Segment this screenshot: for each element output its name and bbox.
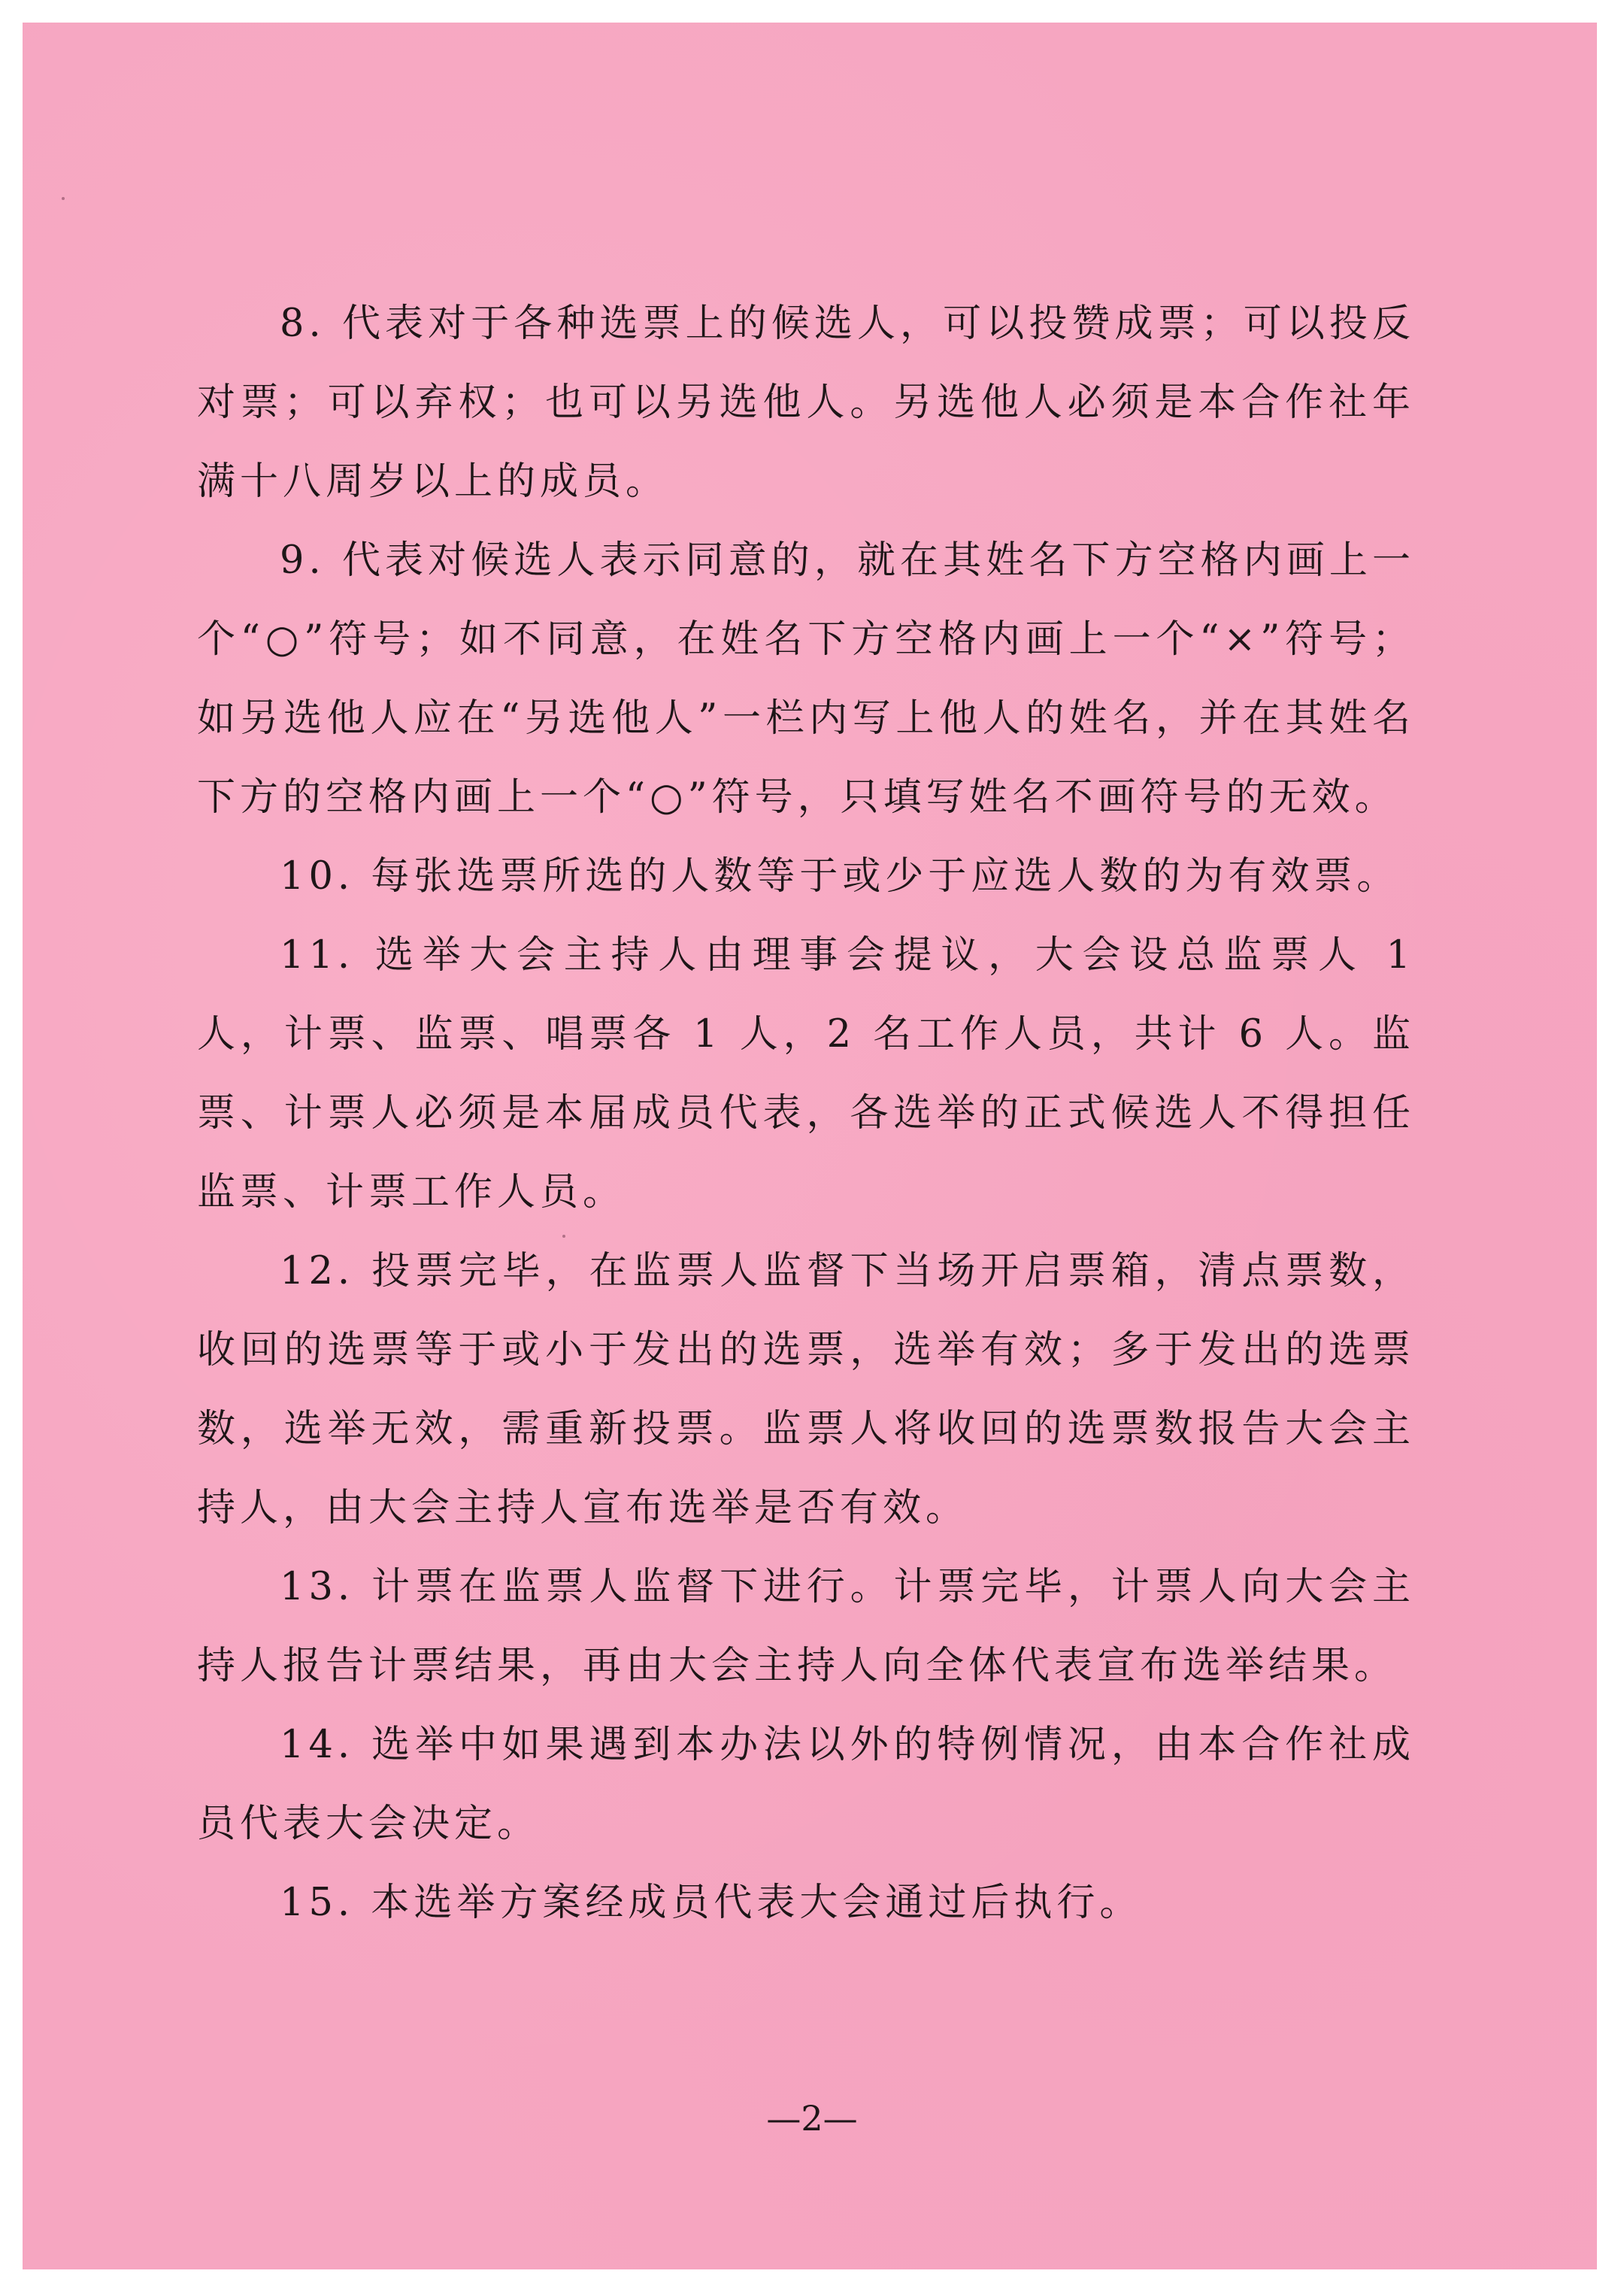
article-14: 14. 选举中如果遇到本办法以外的特例情况，由本合作社成员代表大会决定。 <box>197 1723 1415 1846</box>
paper-speck <box>62 197 65 200</box>
article-12: 12. 投票完毕，在监票人监督下当场开启票箱，清点票数，收回的选票等于或小于发出的选票，选举有效；多于发出的选票数，选举无效，需重新投票。监票人将收回的选票数报告大会主持人，由大会主持人宣布选举是否有效。 <box>197 1249 1415 1530</box>
article-9: 9. 代表对候选人表示同意的，就在其姓名下方空格内画上一个“○”符号；如不同意，在姓名下方空格内画上一个“×”符号；如另选他人应在“另选他人”一栏内写上他人的姓名，并在其姓名下方的空格内画上一个“○”符号，只填写姓名不画符号的无效。 <box>197 538 1415 820</box>
article-8: 8. 代表对于各种选票上的候选人，可以投赞成票；可以投反对票；可以弃权；也可以另选他人。另选他人必须是本合作社年满十八周岁以上的成员。 <box>197 302 1415 504</box>
page-number: —2— <box>766 2098 858 2139</box>
document-body <box>197 284 1415 1942</box>
article-10: 10. 每张选票所选的人数等于或少于应选人数的为有效票。 <box>280 854 1400 899</box>
article-15: 15. 本选举方案经成员代表大会通过后执行。 <box>280 1881 1143 1925</box>
article-13: 13. 计票在监票人监督下进行。计票完毕，计票人向大会主持人报告计票结果，再由大会主持人向全体代表宣布选举结果。 <box>197 1565 1415 1688</box>
article-11: 11. 选举大会主持人由理事会提议，大会设总监票人 1 人，计票、监票、唱票各 1 人，2 名工作人员，共计 6 人。监票、计票人必须是本届成员代表，各选举的正式候选人不得担任监票、计票工作人员。 <box>197 933 1415 1214</box>
